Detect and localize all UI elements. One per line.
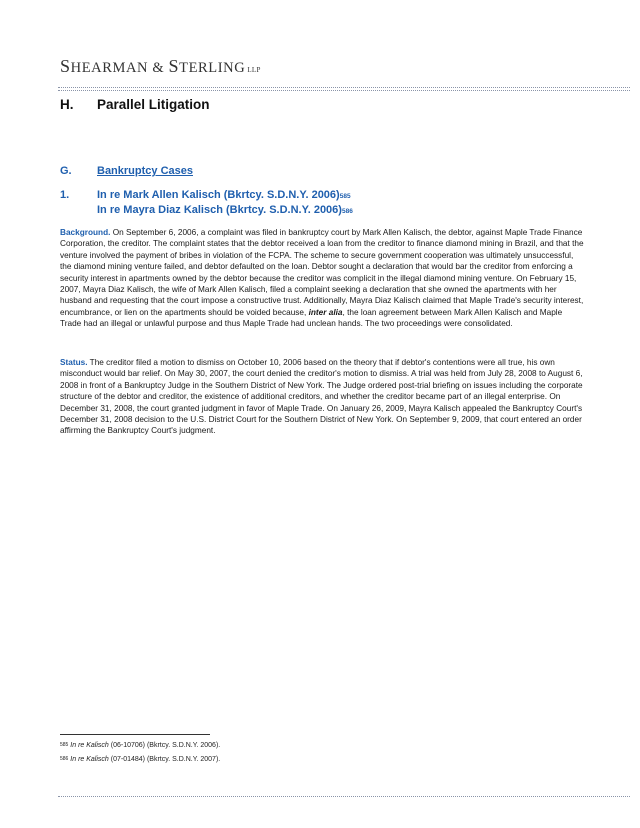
section-h-title: Parallel Litigation xyxy=(97,97,210,112)
logo-cap-s1: S xyxy=(60,56,71,76)
background-paragraph xyxy=(60,227,584,330)
section-g-title: Bankruptcy Cases xyxy=(97,165,193,177)
footnote-citation: (07-01484) (Bkrtcy. S.D.N.Y. 2007). xyxy=(108,756,221,763)
section-h-heading xyxy=(60,97,210,112)
case-heading-line-2 xyxy=(60,203,353,218)
case-title-1: In re Mark Allen Kalisch (Bkrtcy. S.D.N.Y. 2006) xyxy=(97,189,340,201)
logo-word-2: TERLING xyxy=(179,60,246,76)
status-paragraph xyxy=(60,357,584,437)
case-heading xyxy=(60,188,353,218)
status-text: The creditor filed a motion to dismiss on October 10, 2006 based on the theory that if debtor's contentions were all true, his own misconduct would bar relief. On May 30, 2007, the court denied the creditor's motion to dismiss. A trial was held from July 28, 2008 to August 6, 2008 in front of a Bankruptcy Judge in the Southern District of New York. The Judge ordered post-trial briefing on issues including the corporate structure of the debtor and creditor, the existence of additional creditors, and whether the creditor became part of an illegal enterprise. On December 31, 2008, the court granted judgment in favor of Maple Trade. On January 26, 2009, Mayra Kalisch appealed the Bankruptcy Court's December 31, 2008 decision to the U.S. District Court for the Southern District of New York. On September 9, 2009, that court entered an order affirming the Bankruptcy Court's judgment. xyxy=(60,358,583,436)
footer-rule xyxy=(58,796,630,797)
footnote-case-name: In re Kalisch xyxy=(70,742,109,749)
status-label: Status. xyxy=(60,358,88,367)
section-g-heading[interactable] xyxy=(60,165,193,177)
section-h-number: H. xyxy=(60,97,74,112)
footnote-585 xyxy=(60,742,220,749)
background-text-b: , the loan agreement between Mark Allen Kalisch and Maple Trade had an illegal or unlawful purpose and thus Maple Trade had unclean hands. The two proceedings were consolidated. xyxy=(60,307,563,329)
footnote-number: 586 xyxy=(60,756,69,762)
footnote-rule xyxy=(60,734,210,735)
header-rule-2 xyxy=(58,90,630,91)
logo-ampersand: & xyxy=(148,60,169,76)
footnote-586 xyxy=(60,756,220,763)
background-label: Background. xyxy=(60,228,111,237)
footnote-citation: (06-10706) (Bkrtcy. S.D.N.Y. 2006). xyxy=(108,742,221,749)
logo-cap-s2: S xyxy=(168,56,180,76)
background-text-a: On September 6, 2006, a complaint was filed in bankruptcy court by Mark Allen Kalisch, the debtor, against Maple Trade Finance Corporation, the creditor. The complaint states that the debtor received a loan from the creditor to finance diamond mining in Brazil, and that the venture involved the payment of bribes in violation of the FCPA. The scheme to secure government cooperation was ultimately unsuccessful, the diamond mining venture failed, and debtor defaulted on the loan. Debtor sought a declaration that would bar the creditor from enforcing a security interest in apartments owned by the debtor because the creditor was complicit in the illegal diamond mining venture. On February 15, 2007, Mayra Diaz Kalisch, the wife of Mark Allen Kalisch, filed a complaint seeking a declaration that she owned the apartments with her husband and requesting that the court impose a constructive trust. Additionally, Mayra Diaz Kalisch claimed that Maple Trade's security interest, encumbrance, or lien on the apartments should be voided because, xyxy=(60,228,584,317)
footnote-number: 585 xyxy=(60,742,69,748)
footnote-ref-585[interactable]: 585 xyxy=(339,193,351,200)
case-heading-line-1 xyxy=(60,188,353,203)
case-title-2: In re Mayra Diaz Kalisch (Bkrtcy. S.D.N.Y. 2006) xyxy=(97,204,342,216)
logo-llp: LLP xyxy=(247,66,261,74)
logo-word-1: HEARMAN xyxy=(70,60,149,76)
section-g-number: G. xyxy=(60,165,72,177)
case-number: 1. xyxy=(60,189,70,201)
footnote-case-name: In re Kalisch xyxy=(70,756,109,763)
firm-logo xyxy=(60,56,261,77)
background-italic: inter alia xyxy=(308,307,343,317)
header-rule xyxy=(58,87,630,88)
footnote-ref-586[interactable]: 586 xyxy=(341,208,353,215)
